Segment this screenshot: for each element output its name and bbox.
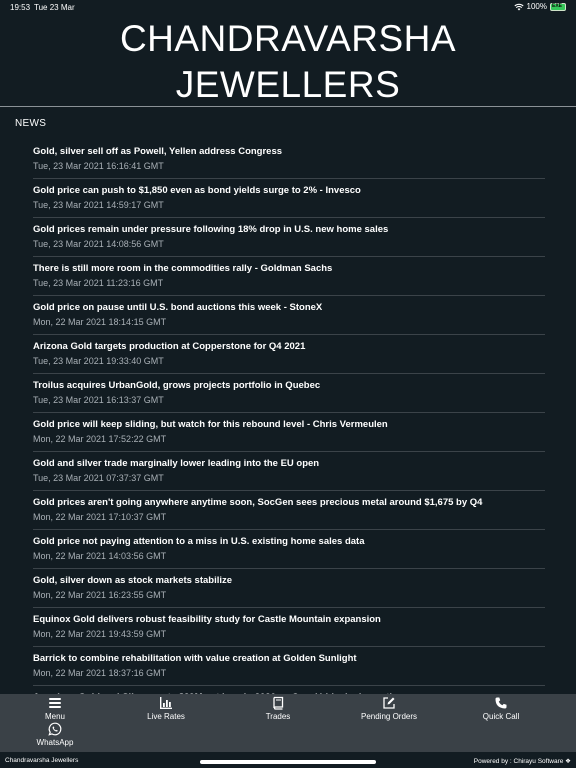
tab-label: Menu: [44, 712, 65, 721]
news-title: Gold prices aren't going anywhere anytime soon, SocGen sees precious metal around $1,675 by Q4: [33, 497, 483, 508]
news-date: Mon, 22 Mar 2021 16:23:55 GMT: [33, 590, 167, 600]
battery-icon: [550, 3, 566, 11]
news-item[interactable]: [33, 374, 545, 413]
news-section-label: NEWS: [15, 118, 47, 129]
news-date: Tue, 23 Mar 2021 07:37:37 GMT: [33, 473, 164, 483]
news-date: Tue, 23 Mar 2021 19:33:40 GMT: [33, 356, 164, 366]
whatsapp-icon: [48, 722, 62, 736]
tab-label: Live Rates: [147, 712, 185, 721]
tab-menu[interactable]: [35, 696, 75, 721]
news-item[interactable]: [33, 413, 545, 452]
tab-label: Trades: [265, 712, 291, 721]
news-title: Gold price on pause until U.S. bond auctions this week - StoneX: [33, 302, 323, 313]
footer-powered-by[interactable]: Powered by : Chirayu Software ❖: [473, 758, 571, 765]
app-title-line1: CHANDRAVARSHA: [119, 18, 457, 59]
news-item[interactable]: [33, 257, 545, 296]
news-item[interactable]: [33, 491, 545, 530]
news-item[interactable]: [33, 335, 545, 374]
home-indicator[interactable]: [200, 760, 376, 764]
tab-label: WhatsApp: [36, 738, 74, 747]
status-bar: [0, 0, 576, 14]
news-item[interactable]: [33, 296, 545, 335]
news-date: Mon, 22 Mar 2021 14:03:56 GMT: [33, 551, 167, 561]
news-item[interactable]: [33, 647, 545, 686]
news-list[interactable]: [33, 140, 545, 694]
news-item[interactable]: [33, 452, 545, 491]
news-title: Gold price not paying attention to a miss in U.S. existing home sales data: [33, 536, 365, 547]
status-right: [514, 2, 566, 11]
news-date: Tue, 23 Mar 2021 14:08:56 GMT: [33, 239, 164, 249]
book-icon: [271, 696, 285, 710]
tab-bar: [0, 694, 576, 752]
app-title: [0, 16, 576, 108]
news-title: Gold and silver trade marginally lower leading into the EU open: [33, 458, 320, 469]
news-title: Barrick to combine rehabilitation with value creation at Golden Sunlight: [33, 653, 357, 664]
news-title: Gold prices remain under pressure following 18% drop in U.S. new home sales: [33, 224, 389, 235]
news-date: Mon, 22 Mar 2021 18:14:15 GMT: [33, 317, 167, 327]
menu-icon: [48, 696, 62, 710]
footer-company: Chandravarsha Jewellers: [5, 757, 79, 764]
wifi-icon: [514, 3, 524, 11]
edit-icon: [382, 696, 396, 710]
battery-badge: EXE: [552, 2, 563, 9]
news-title: Gold, silver sell off as Powell, Yellen address Congress: [33, 146, 283, 157]
news-title: Troilus acquires UrbanGold, grows projects portfolio in Quebec: [33, 380, 321, 391]
bar-chart-icon: [159, 696, 173, 710]
news-date: Mon, 22 Mar 2021 19:43:59 GMT: [33, 629, 167, 639]
news-title: Arizona Gold targets production at Copperstone for Q4 2021: [33, 341, 306, 352]
news-date: Tue, 23 Mar 2021 11:23:16 GMT: [33, 278, 164, 288]
news-date: Mon, 22 Mar 2021 17:10:37 GMT: [33, 512, 167, 522]
news-date: Tue, 23 Mar 2021 14:59:17 GMT: [33, 200, 164, 210]
news-date: Tue, 23 Mar 2021 16:13:37 GMT: [33, 395, 164, 405]
tab-quick-call[interactable]: [480, 696, 522, 721]
tab-whatsapp[interactable]: [34, 722, 76, 747]
news-item[interactable]: [33, 179, 545, 218]
news-item[interactable]: [33, 569, 545, 608]
news-title: Gold price will keep sliding, but watch for this rebound level - Chris Vermeulen: [33, 419, 388, 430]
news-title: There is still more room in the commodities rally - Goldman Sachs: [33, 263, 333, 274]
header-divider: [0, 106, 576, 107]
news-date: Mon, 22 Mar 2021 18:37:16 GMT: [33, 668, 167, 678]
news-title: Gold, silver down as stock markets stabilize: [33, 575, 233, 586]
tab-trades[interactable]: [258, 696, 298, 721]
tab-label: Pending Orders: [360, 712, 418, 721]
phone-icon: [494, 696, 508, 710]
news-title: Equinox Gold delivers robust feasibility study for Castle Mountain expansion: [33, 614, 381, 625]
news-item[interactable]: [33, 218, 545, 257]
news-title: Gold price can push to $1,850 even as bond yields surge to 2% - Invesco: [33, 185, 361, 196]
battery-percent: 100%: [526, 2, 547, 11]
tab-label: Quick Call: [482, 712, 520, 721]
app-title-line2: JEWELLERS: [175, 64, 401, 105]
status-time: 19:53: [10, 3, 31, 12]
news-item[interactable]: [33, 140, 545, 179]
tab-pending-orders[interactable]: [358, 696, 420, 721]
news-date: Tue, 23 Mar 2021 16:16:41 GMT: [33, 161, 164, 171]
news-date: Mon, 22 Mar 2021 17:52:22 GMT: [33, 434, 167, 444]
news-item[interactable]: [33, 608, 545, 647]
tab-live-rates[interactable]: [141, 696, 191, 721]
news-item[interactable]: [33, 530, 545, 569]
status-date: Tue 23 Mar: [34, 3, 75, 12]
